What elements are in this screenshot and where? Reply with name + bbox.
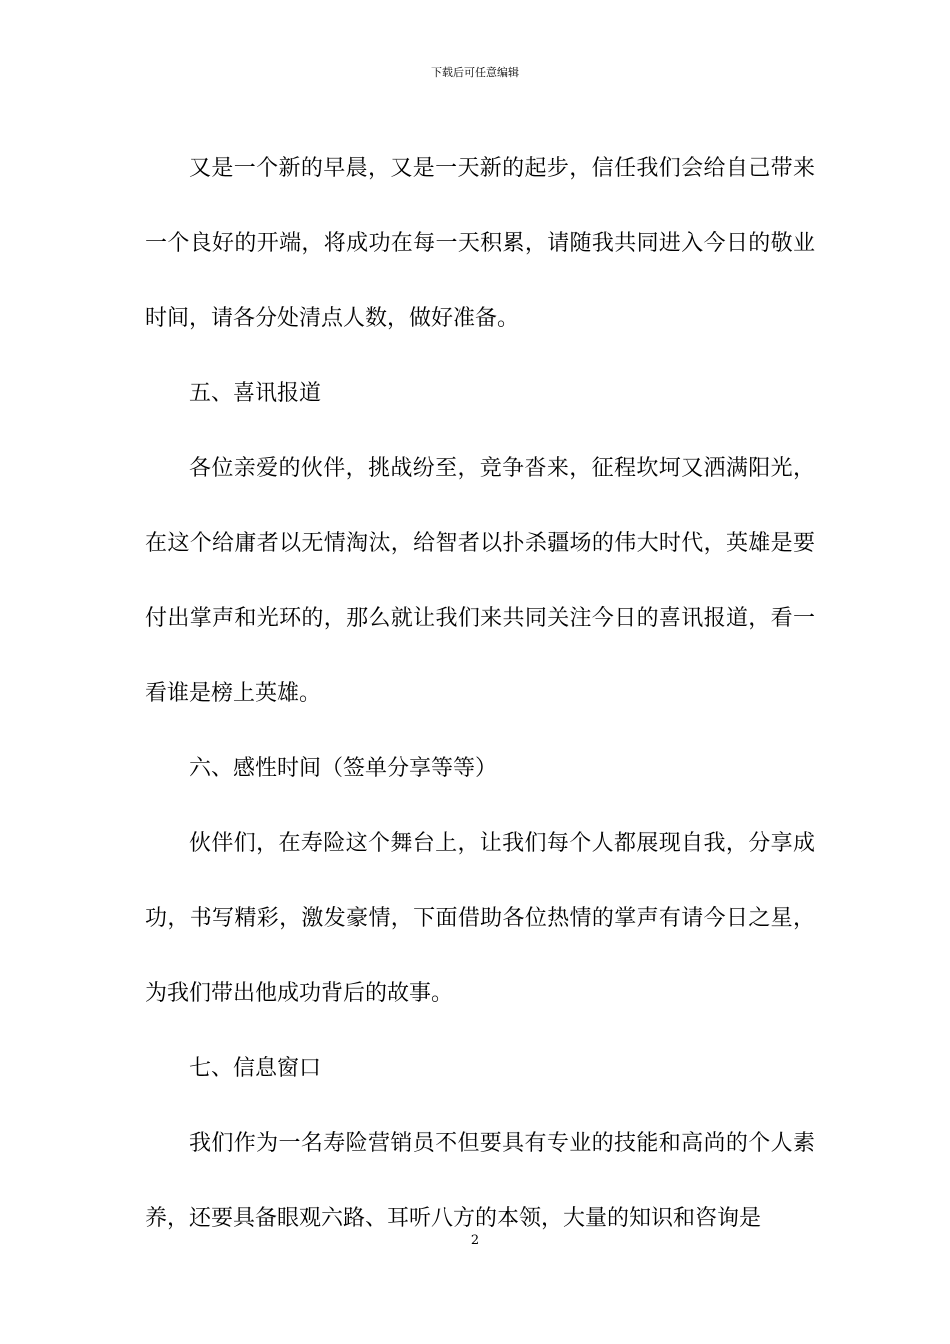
section-heading-7: 七、信息窗口: [189, 1056, 322, 1081]
page-number: 2: [470, 1233, 480, 1248]
document-body: [145, 131, 815, 1256]
page-header: 下载后可任意编辑: [431, 66, 519, 79]
paragraph-sharing: 伙伴们，在寿险这个舞台上，让我们每个人都展现自我，分享成功，书写精彩，激发豪情，下面借助各位热情的掌声有请今日之星，为我们带出他成功背后的故事。: [145, 831, 815, 1006]
paragraph-good-news: 各位亲爱的伙伴，挑战纷至，竞争沓来，征程坎坷又洒满阳光，在这个给庸者以无情淘汰，给智者以扑杀疆场的伟大时代，英雄是要付出掌声和光环的，那么就让我们来共同关注今日的喜讯报道，看一看谁是榜上英雄。: [145, 456, 815, 706]
paragraph-morning: 又是一个新的早晨，又是一天新的起步，信任我们会给自己带来一个良好的开端，将成功在每一天积累，请随我共同进入今日的敬业时间，请各分处清点人数，做好准备。: [145, 156, 815, 331]
section-heading-5: 五、喜讯报道: [189, 381, 322, 406]
section-heading-6: 六、感性时间（签单分享等等）: [189, 756, 498, 781]
paragraph-information: 我们作为一名寿险营销员不但要具有专业的技能和高尚的个人素养，还要具备眼观六路、耳听八方的本领，大量的知识和咨询是: [145, 1131, 815, 1231]
